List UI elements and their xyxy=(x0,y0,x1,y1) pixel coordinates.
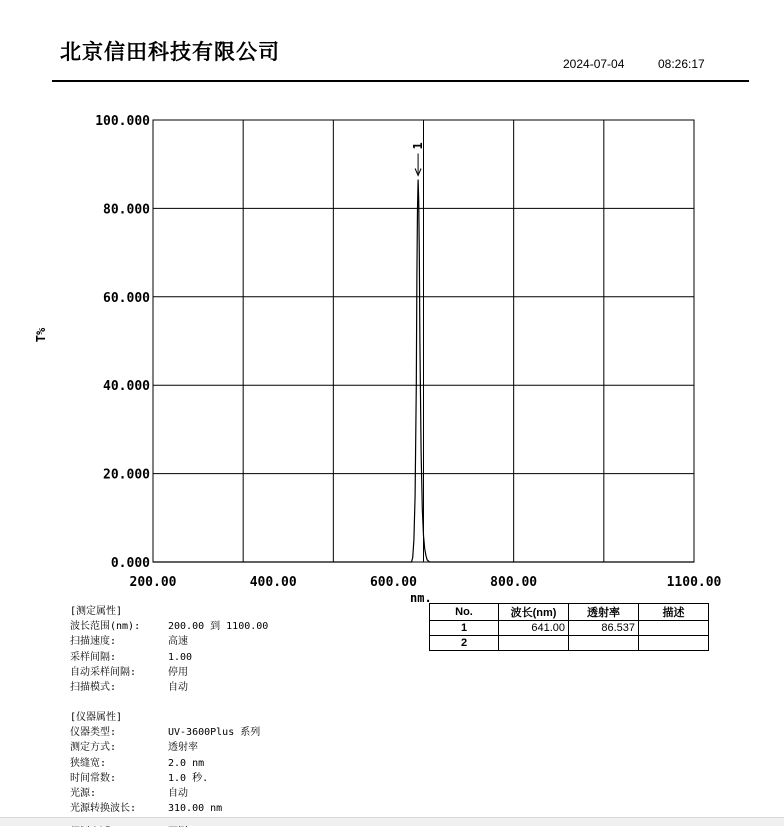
property-key: 扫描速度: xyxy=(70,636,117,648)
col-header-wavelength: 波长(nm) xyxy=(499,604,569,621)
property-row xyxy=(70,771,260,786)
property-row xyxy=(70,619,268,634)
property-key: 波长范围(nm): xyxy=(70,621,141,633)
property-row xyxy=(70,634,268,649)
company-name: 北京信田科技有限公司 xyxy=(60,40,280,64)
header-divider xyxy=(52,80,749,82)
cell-no: 1 xyxy=(430,621,499,636)
property-key: 光源: xyxy=(70,788,97,800)
property-row xyxy=(70,801,260,816)
property-row xyxy=(70,650,268,665)
property-row xyxy=(70,740,260,755)
x-tick-label: 600.00 xyxy=(369,575,417,590)
peak-markers xyxy=(411,142,425,175)
report-time: 08:26:17 xyxy=(658,57,705,71)
property-row xyxy=(70,786,260,801)
table-row xyxy=(430,621,709,636)
property-value: 1.0 秒. xyxy=(168,772,209,784)
property-value: 200.00 到 1100.00 xyxy=(168,621,269,633)
y-tick-label: 40.000 xyxy=(103,379,150,395)
property-value: 310.00 nm xyxy=(168,803,223,815)
measure-properties-heading: [测定属性] xyxy=(70,606,123,617)
property-value: 停用 xyxy=(168,666,188,678)
y-tick-label: 20.000 xyxy=(103,467,150,483)
property-value: 高速 xyxy=(168,636,188,648)
cell-description xyxy=(639,621,709,636)
y-tick-label: 60.000 xyxy=(103,290,150,306)
report-date: 2024-07-04 xyxy=(563,57,625,71)
instrument-properties xyxy=(70,710,260,832)
x-tick-label: 1100.00 xyxy=(666,575,722,590)
cell-transmittance xyxy=(569,636,639,651)
y-tick-label: 0.000 xyxy=(110,556,150,571)
x-axis-title: nm. xyxy=(410,591,432,605)
property-value: 自动 xyxy=(168,682,188,694)
y-tick-label: 80.000 xyxy=(103,202,150,218)
cell-description xyxy=(639,636,709,651)
spectrum-chart xyxy=(0,100,784,600)
x-tick-label: 800.00 xyxy=(490,575,538,590)
property-row xyxy=(70,665,268,680)
property-key: 时间常数: xyxy=(70,772,117,784)
property-row xyxy=(70,725,260,740)
peak-table xyxy=(429,603,709,651)
col-header-transmittance: 透射率 xyxy=(569,604,639,621)
table-row xyxy=(430,636,709,651)
property-key: 狭缝宽: xyxy=(70,757,107,769)
property-key: 扫描模式: xyxy=(70,682,117,694)
peak-marker-label: 1 xyxy=(411,142,426,150)
property-key: 测定方式: xyxy=(70,742,117,754)
property-value: 2.0 nm xyxy=(168,757,205,769)
cell-no: 2 xyxy=(430,636,499,651)
chart-grid xyxy=(153,120,694,562)
x-tick-label: 400.00 xyxy=(249,575,297,590)
cell-wavelength xyxy=(499,636,569,651)
property-key: 仪器类型: xyxy=(70,727,117,739)
y-tick-labels xyxy=(95,114,150,571)
property-value: 自动 xyxy=(168,788,188,800)
measure-properties xyxy=(70,604,268,695)
property-value: 透射率 xyxy=(168,742,198,754)
instrument-properties-heading: [仪器属性] xyxy=(70,712,123,723)
col-header-description: 描述 xyxy=(639,604,709,621)
property-row xyxy=(70,756,260,771)
x-tick-labels xyxy=(130,575,722,590)
peak-table-header xyxy=(430,604,709,621)
property-key: 自动采样间隔: xyxy=(70,666,137,678)
y-tick-label: 100.000 xyxy=(95,114,150,129)
property-row xyxy=(70,680,268,695)
col-header-no: No. xyxy=(430,604,499,621)
cell-transmittance: 86.537 xyxy=(569,621,639,636)
property-value: 1.00 xyxy=(168,651,193,663)
cell-wavelength: 641.00 xyxy=(499,621,569,636)
property-key: 采样间隔: xyxy=(70,651,117,663)
y-axis-title: T% xyxy=(34,327,49,343)
x-tick-label: 200.00 xyxy=(129,575,177,590)
property-value: UV-3600Plus 系列 xyxy=(168,727,261,739)
property-key: 光源转换波长: xyxy=(70,803,137,815)
